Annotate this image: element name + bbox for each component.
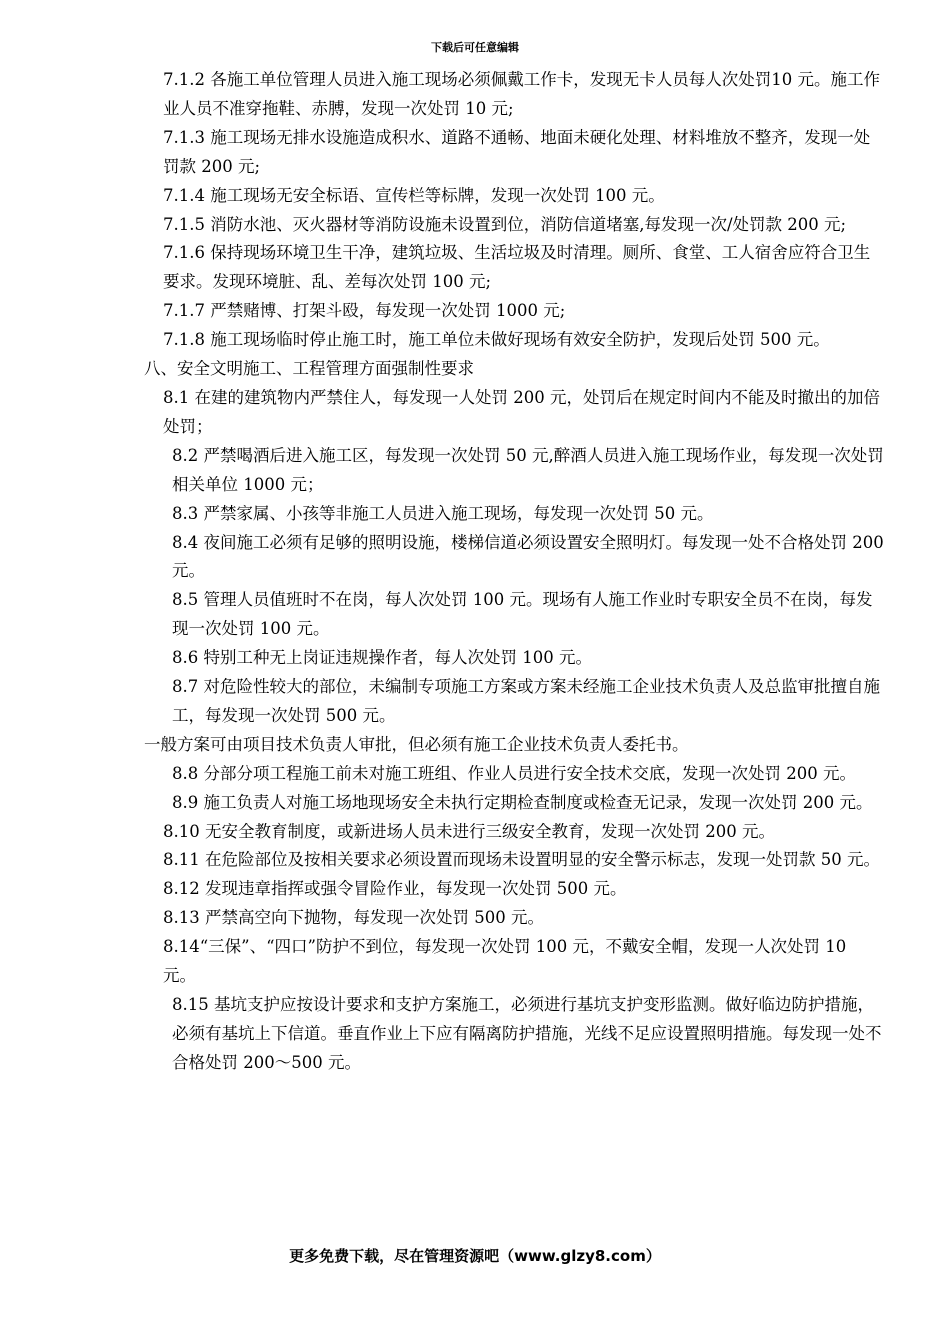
paragraph: 8.13 严禁高空向下抛物，每发现一次处罚 500 元。 (163, 908, 544, 928)
paragraph: 8.4 夜间施工必须有足够的照明设施，楼梯信道必须设置安全照明灯。每发现一处不合格处罚 200 元。 (172, 532, 884, 581)
paragraph: 8.8 分部分项工程施工前未对施工班组、作业人员进行安全技术交底，发现一次处罚 200 元。 (172, 763, 856, 783)
document-body (144, 66, 884, 1078)
paragraph: 8.10 无安全教育制度，或新进场人员未进行三级安全教育，发现一次处罚 200 元。 (163, 821, 775, 841)
paragraph: 一般方案可由项目技术负责人审批，但必须有施工企业技术负责人委托书。 (144, 734, 689, 754)
paragraph: 7.1.8 施工现场临时停止施工时，施工单位未做好现场有效安全防护，发现后处罚 500 元。 (163, 330, 830, 350)
paragraph: 7.1.6 保持现场环境卫生干净，建筑垃圾、生活垃圾及时清理。厕所、食堂、工人宿舍应符合卫生要求。发现环境脏、乱、差每次处罚 100 元; (163, 243, 871, 292)
paragraph: 7.1.3 施工现场无排水设施造成积水、道路不通畅、地面未硬化处理、材料堆放不整齐，发现一处罚款 200 元; (163, 127, 871, 176)
paragraph: 8.1 在建的建筑物内严禁住人，每发现一人处罚 200 元，处罚后在规定时间内不能及时撤出的加倍处罚； (163, 387, 880, 436)
paragraph: 7.1.7 严禁赌博、打架斗殴，每发现一次处罚 1000 元; (163, 301, 566, 321)
page-header: 下载后可任意编辑 (431, 41, 519, 54)
paragraph: 7.1.4 施工现场无安全标语、宣传栏等标牌，发现一次处罚 100 元。 (163, 185, 665, 205)
paragraph: 8.2 严禁喝酒后进入施工区，每发现一次处罚 50 元,醉酒人员进入施工现场作业，每发现一次处罚相关单位 1000 元； (172, 445, 884, 494)
paragraph: 8.12 发现违章指挥或强令冒险作业，每发现一次处罚 500 元。 (163, 879, 627, 899)
paragraph: 8.6 特别工种无上岗证违规操作者，每人次处罚 100 元。 (172, 648, 592, 668)
paragraph: 8.15 基坑支护应按设计要求和支护方案施工，必须进行基坑支护变形监测。做好临边防护措施，必须有基坑上下信道。垂直作业上下应有隔离防护措施，光线不足应设置照明措施。每发现一处不合格处罚 200～500 元。 (172, 995, 882, 1072)
paragraph: 7.1.5 消防水池、灭火器材等消防设施未设置到位，消防信道堵塞,每发现一次/处罚款 200 元; (163, 214, 847, 234)
paragraph: 8.3 严禁家属、小孩等非施工人员进入施工现场，每发现一次处罚 50 元。 (172, 503, 714, 523)
paragraph: 8.5 管理人员值班时不在岗，每人次处罚 100 元。现场有人施工作业时专职安全员不在岗，每发现一次处罚 100 元。 (172, 590, 873, 639)
paragraph: 8.9 施工负责人对施工场地现场安全未执行定期检查制度或检查无记录，发现一次处罚 200 元。 (172, 792, 873, 812)
paragraph: 8.11 在危险部位及按相关要求必须设置而现场未设置明显的安全警示标志，发现一处罚款 50 元。 (163, 850, 880, 870)
paragraph: 7.1.2 各施工单位管理人员进入施工现场必须佩戴工作卡，发现无卡人员每人次处罚10 元。施工作业人员不准穿拖鞋、赤膊，发现一次处罚 10 元; (163, 70, 880, 118)
page-footer: 更多免费下载，尽在管理资源吧（www.glzy8.com） (289, 1247, 661, 1265)
paragraph: 8.14“三保”、“四口”防护不到位，每发现一次处罚 100 元，不戴安全帽，发现一人次处罚 10 元。 (163, 937, 847, 986)
paragraph: 八、安全文明施工、工程管理方面强制性要求 (144, 359, 474, 379)
paragraph: 8.7 对危险性较大的部位，未编制专项施工方案或方案未经施工企业技术负责人及总监审批擅自施工，每发现一次处罚 500 元。 (172, 677, 880, 725)
